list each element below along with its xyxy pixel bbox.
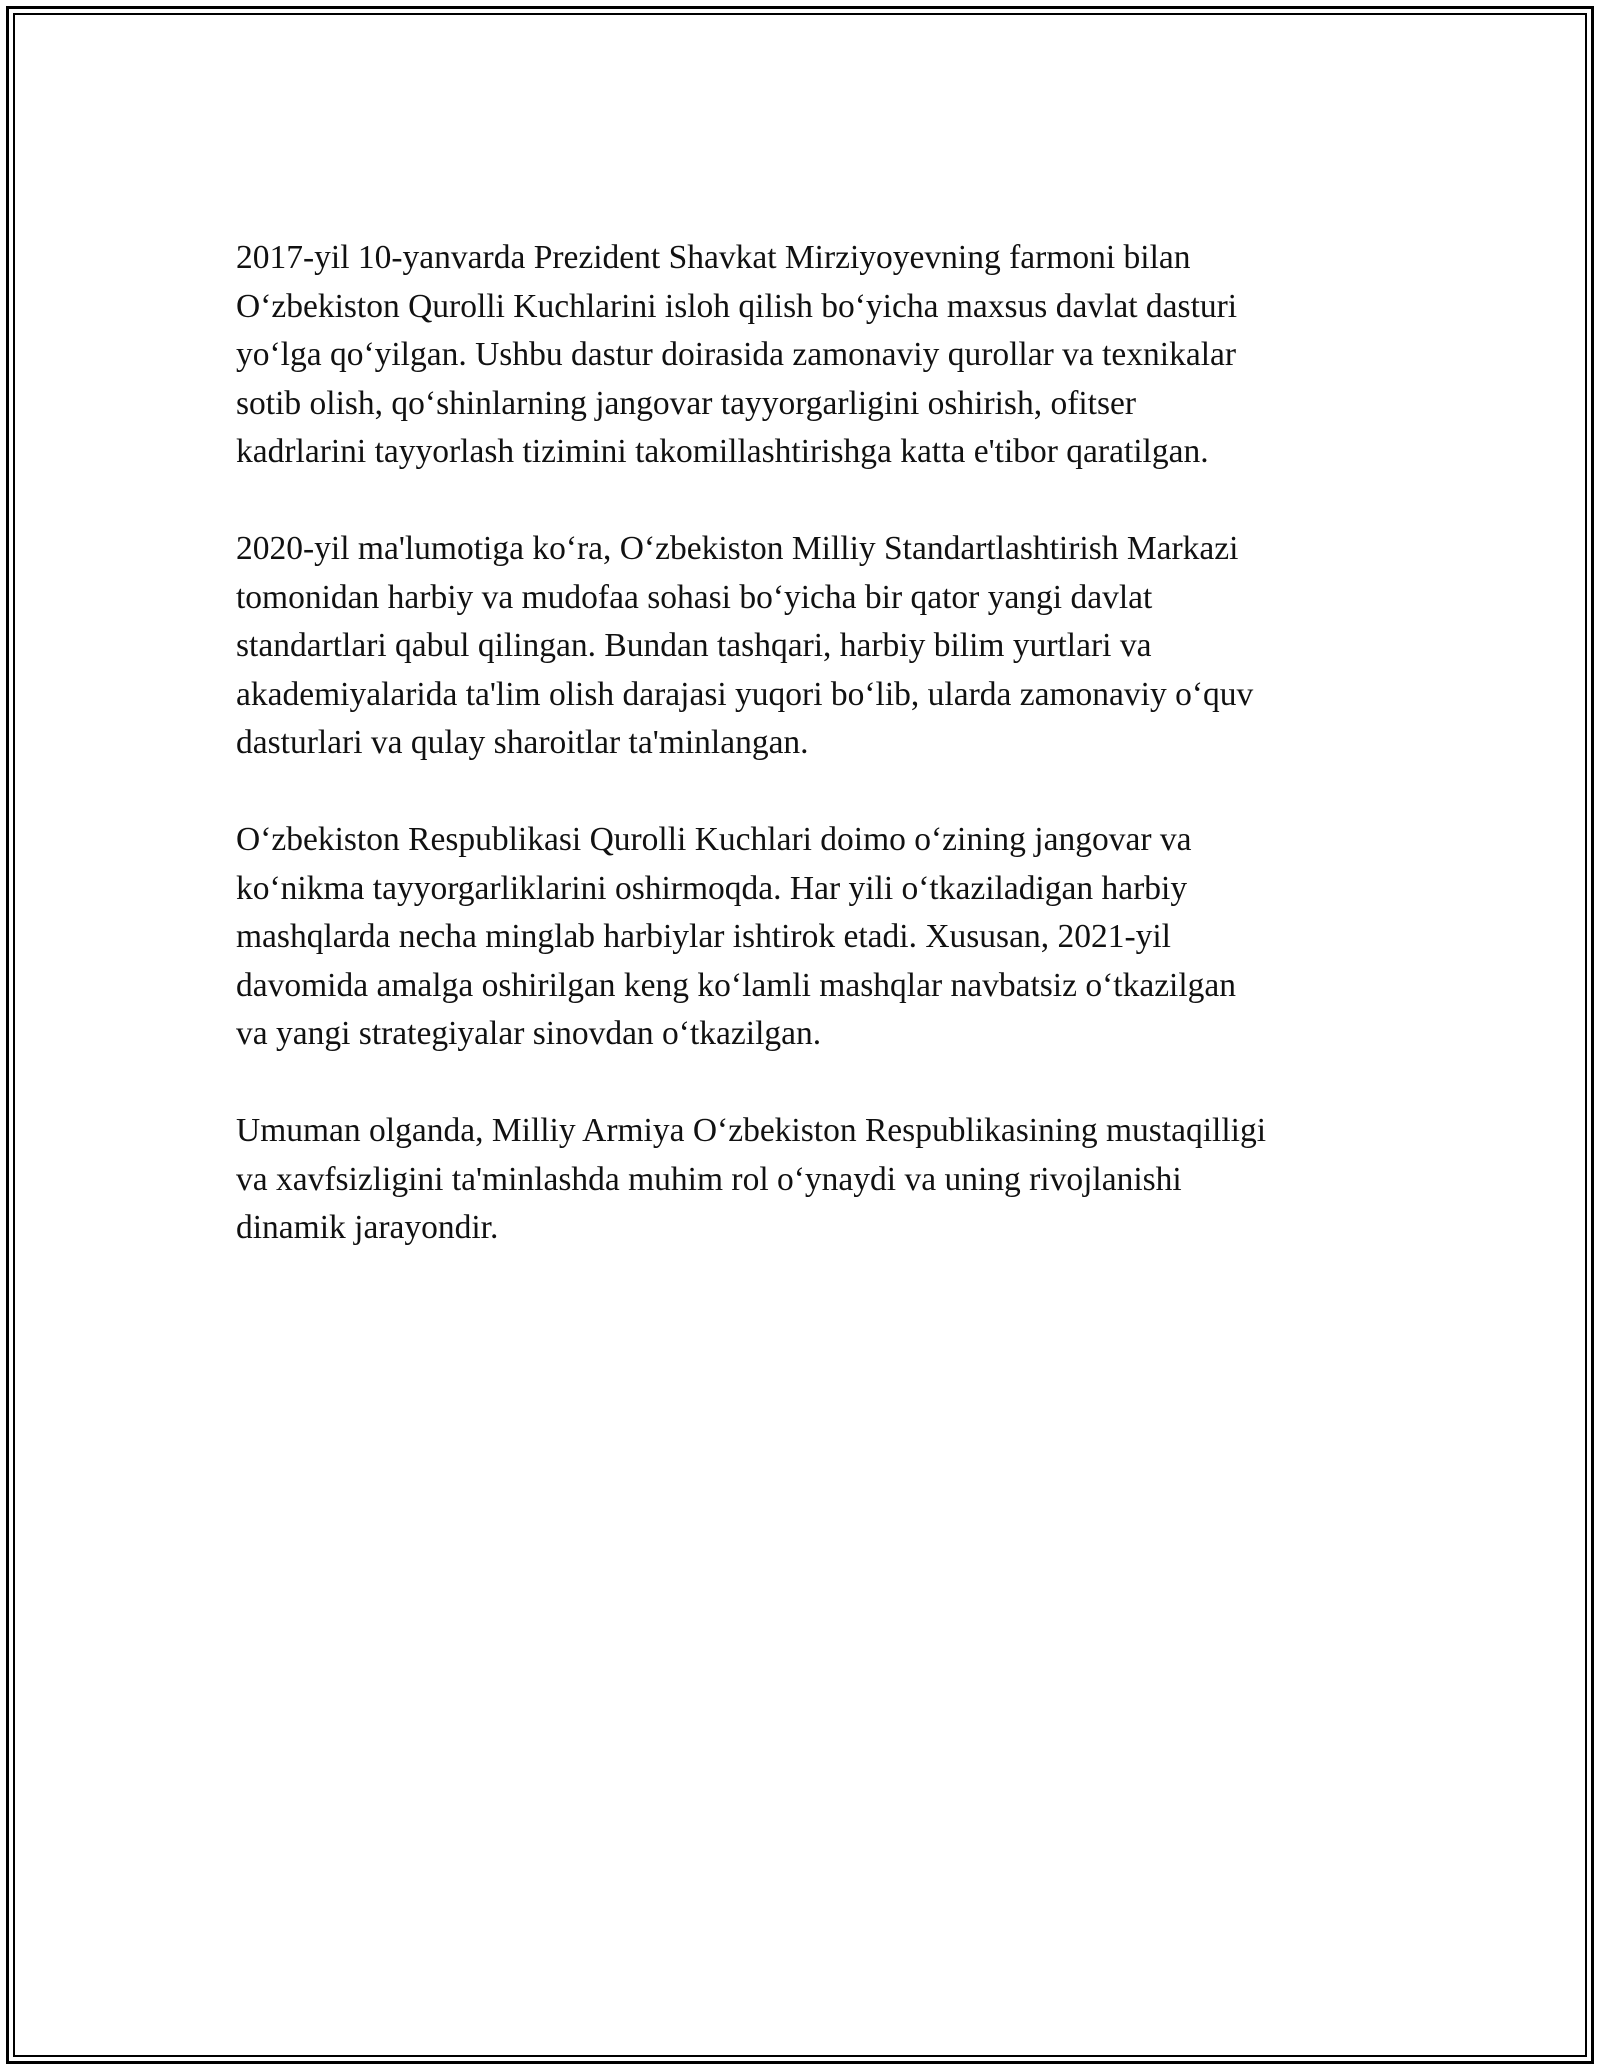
paragraph-line: tomonidan harbiy va mudofaa sohasi bo‘yicha bir qator yangi davlat xyxy=(236,578,1153,616)
paragraph-line: sotib olish, qo‘shinlarning jangovar tayyorgarligini oshirish, ofitser xyxy=(236,384,1137,422)
paragraph-4 xyxy=(236,1107,1396,1253)
paragraph-line: 2017-yil 10-yanvarda Prezident Shavkat Mirziyoyevning farmoni bilan xyxy=(236,239,1191,276)
document-body xyxy=(236,234,1396,1301)
paragraph-line: va yangi strategiyalar sinovdan o‘tkazilgan. xyxy=(236,1015,822,1052)
paragraph-line: mashqlarda necha minglab harbiylar ishtirok etadi. Xususan, 2021-yil xyxy=(236,918,1171,955)
paragraph-line: Umuman olganda, Milliy Armiya O‘zbekiston Respublikasining mustaqilligi xyxy=(236,1112,1267,1149)
paragraph-line: dinamik jarayondir. xyxy=(236,1209,499,1246)
paragraph-line: O‘zbekiston Qurolli Kuchlarini isloh qilish bo‘yicha maxsus davlat dasturi xyxy=(236,287,1238,325)
paragraph-line: davomida amalga oshirilgan keng ko‘lamli mashqlar navbatsiz o‘tkazilgan xyxy=(236,966,1237,1004)
paragraph-line: ko‘nikma tayyorgarliklarini oshirmoqda. Har yili o‘tkaziladigan harbiy xyxy=(236,869,1188,907)
paragraph-3 xyxy=(236,816,1396,1059)
paragraph-line: dasturlari va qulay sharoitlar ta'minlangan. xyxy=(236,724,809,761)
paragraph-line: akademiyalarida ta'lim olish darajasi yuqori bo‘lib, ularda zamonaviy o‘quv xyxy=(236,675,1254,713)
paragraph-line: O‘zbekiston Respublikasi Qurolli Kuchlari doimo o‘zining jangovar va xyxy=(236,821,1192,858)
paragraph-1 xyxy=(236,234,1396,477)
paragraph-line: va xavfsizligini ta'minlashda muhim rol o‘ynaydi va uning rivojlanishi xyxy=(236,1160,1182,1198)
paragraph-line: yo‘lga qo‘yilgan. Ushbu dastur doirasida zamonaviy qurollar va texnikalar xyxy=(236,336,1237,373)
paragraph-line: 2020-yil ma'lumotiga ko‘ra, O‘zbekiston Milliy Standartlashtirish Markazi xyxy=(236,530,1239,567)
paragraph-line: kadrlarini tayyorlash tizimini takomillashtirishga katta e'tibor qaratilgan. xyxy=(236,433,1209,470)
paragraph-2 xyxy=(236,525,1396,768)
paragraph-line: standartlari qabul qilingan. Bundan tashqari, harbiy bilim yurtlari va xyxy=(236,627,1152,664)
